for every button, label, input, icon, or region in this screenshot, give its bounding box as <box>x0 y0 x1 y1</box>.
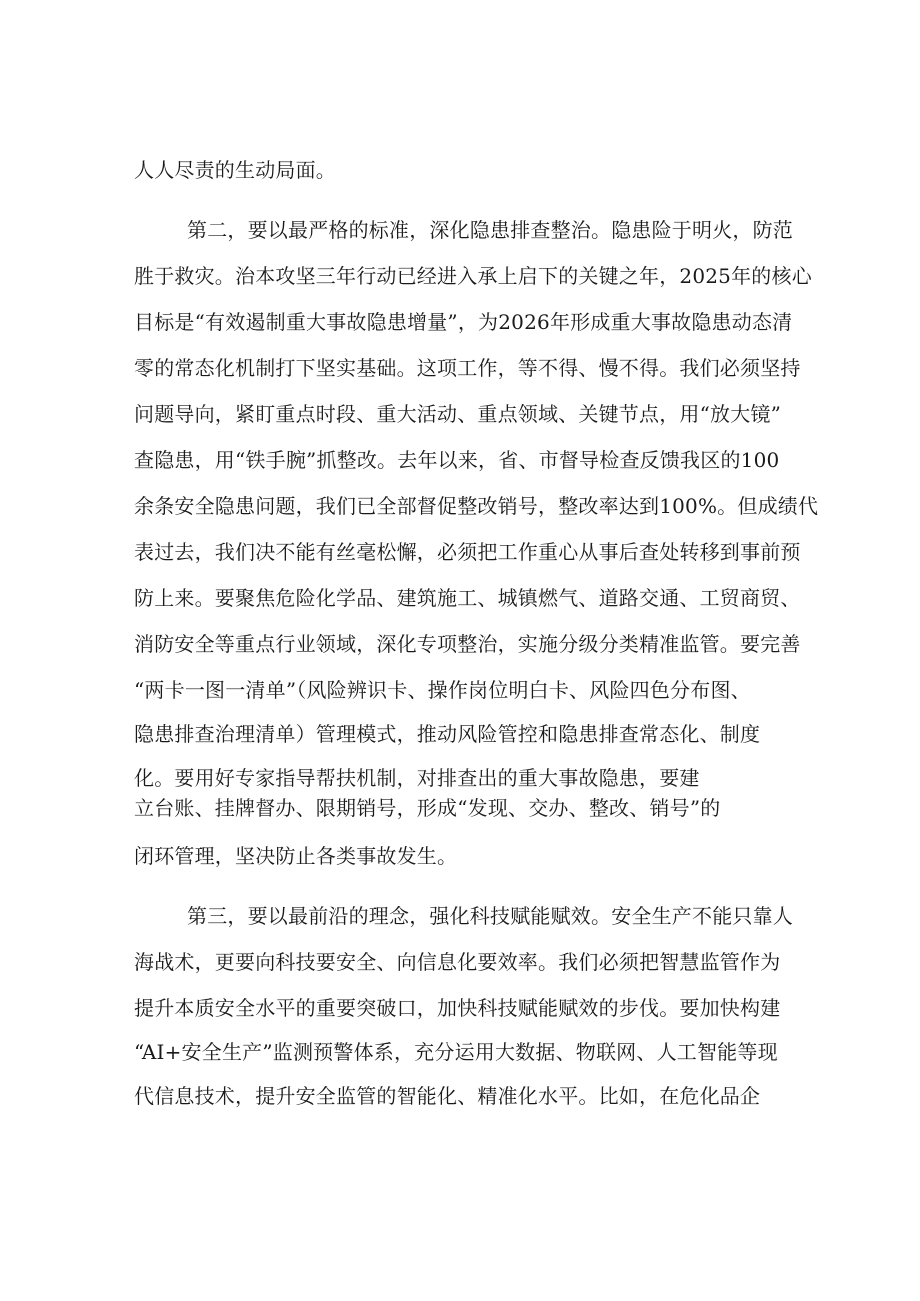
paragraph-2-line-12: 隐患排查治理清单）管理模式，推动风险管控和隐患排查常态化、制度 <box>134 722 761 746</box>
paragraph-2-line-10: 消防安全等重点行业领域，深化专项整治，实施分级分类精准监管。要完善 <box>134 632 801 656</box>
paragraph-2-line-4: 零的常态化机制打下坚实基础。这项工作，等不得、慢不得。我们必须坚持 <box>134 356 801 380</box>
paragraph-3-line-1: 第三，要以最前沿的理念，强化科技赋能赋效。安全生产不能只靠人 <box>187 904 793 928</box>
paragraph-2-line-2: 胜于救灾。治本攻坚三年行动已经进入承上启下的关键之年，2025年的核心 <box>134 264 812 288</box>
paragraph-2-line-13: 化。要用好专家指导帮扶机制，对排查出的重大事故隐患，要建 <box>134 766 700 790</box>
paragraph-3-line-5: 代信息技术，提升安全监管的智能化、精准化水平。比如，在危化品企 <box>134 1084 761 1108</box>
paragraph-2-line-5: 问题导向，紧盯重点时段、重大活动、重点领域、关键节点，用“放大镜” <box>134 402 782 426</box>
paragraph-2-line-7: 余条安全隐患问题，我们已全部督促整改销号，整改率达到100%。但成绩代 <box>134 494 819 518</box>
paragraph-2-line-11: “两卡一图一清单”（风险辨识卡、操作岗位明白卡、风险四色分布图、 <box>134 678 751 702</box>
paragraph-3-line-3: 提升本质安全水平的重要突破口，加快科技赋能赋效的步伐。要加快构建 <box>134 996 781 1020</box>
paragraph-2-line-1: 第二，要以最严格的标准，深化隐患排查整治。隐患险于明火，防范 <box>187 218 793 242</box>
paragraph-2-line-9: 防上来。要聚焦危险化学品、建筑施工、城镇燃气、道路交通、工贸商贸、 <box>134 586 801 610</box>
paragraph-2-line-14: 立台账、挂牌督办、限期销号，形成“发现、交办、整改、销号”的 <box>134 796 721 820</box>
paragraph-2-line-3: 目标是“有效遏制重大事故隐患增量”，为2026年形成重大事故隐患动态清 <box>134 310 793 334</box>
paragraph-1-line-1: 人人尽责的生动局面。 <box>134 158 336 182</box>
paragraph-2-line-15: 闭环管理，坚决防止各类事故发生。 <box>134 844 458 868</box>
paragraph-3-line-4: “AI+安全生产”监测预警体系，充分运用大数据、物联网、人工智能等现 <box>134 1040 778 1064</box>
paragraph-2-line-6: 查隐患，用“铁手腕”抓整改。去年以来，省、市督导检查反馈我区的100 <box>134 448 780 472</box>
paragraph-3-line-2: 海战术，更要向科技要安全、向信息化要效率。我们必须把智慧监管作为 <box>134 950 781 974</box>
paragraph-2-line-8: 表过去，我们决不能有丝毫松懈，必须把工作重心从事后查处转移到事前预 <box>134 540 801 564</box>
